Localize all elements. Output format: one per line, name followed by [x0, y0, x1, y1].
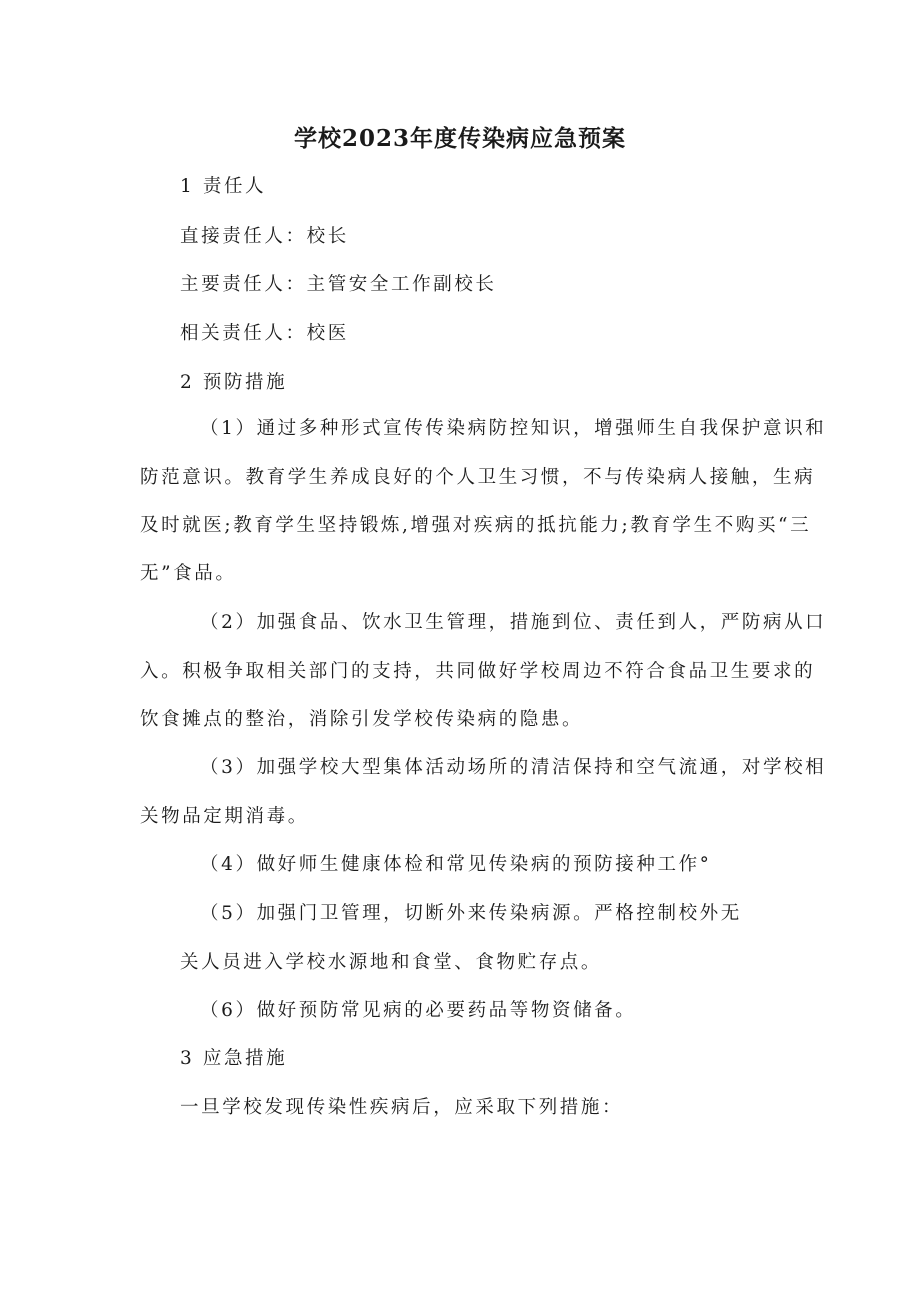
- paragraph-line: （1）通过多种形式宣传传染病防控知识，增强师生自我保护意识和: [200, 418, 827, 439]
- paragraph-line: （6）做好预防常见病的必要药品等物资储备。: [200, 1000, 637, 1021]
- section-heading-emergency: 3 应急措施: [180, 1048, 288, 1069]
- paragraph-line: 关人员进入学校水源地和食堂、食物贮存点。: [180, 952, 603, 973]
- paragraph-line: 无”食品。: [140, 563, 237, 584]
- paragraph-line: 关物品定期消毒。: [140, 806, 309, 827]
- paragraph-related-responsible: 相关责任人：校医: [180, 323, 349, 344]
- paragraph-line: 饮食摊点的整治，消除引发学校传染病的隐患。: [140, 709, 584, 730]
- paragraph-line: 防范意识。教育学生养成良好的个人卫生习惯，不与传染病人接触，生病: [140, 467, 816, 488]
- paragraph-line: 入。积极争取相关部门的支持，共同做好学校周边不符合食品卫生要求的: [140, 661, 816, 682]
- paragraph-line: 及时就医;教育学生坚持锻炼,增强对疾病的抵抗能力;教育学生不购买“三: [140, 515, 812, 536]
- paragraph-line: （4）做好师生健康体检和常见传染病的预防接种工作°: [200, 854, 712, 875]
- paragraph-main-responsible: 主要责任人：主管安全工作副校长: [180, 274, 497, 295]
- paragraph-line: （2）加强食品、饮水卫生管理，措施到位、责任到人，严防病从口: [200, 612, 827, 633]
- page-title: 学校2023年度传染病应急预案: [293, 125, 626, 152]
- paragraph-line: （5）加强门卫管理，切断外来传染病源。严格控制校外无: [200, 903, 742, 924]
- section-heading-prevention: 2 预防措施: [180, 372, 288, 393]
- paragraph-line: （3）加强学校大型集体活动场所的清洁保持和空气流通，对学校相: [200, 757, 827, 778]
- section-heading-responsible: 1 责任人: [180, 176, 267, 197]
- paragraph-direct-responsible: 直接责任人：校长: [180, 226, 349, 247]
- paragraph-line: 一旦学校发现传染性疾病后，应采取下列措施：: [180, 1097, 624, 1118]
